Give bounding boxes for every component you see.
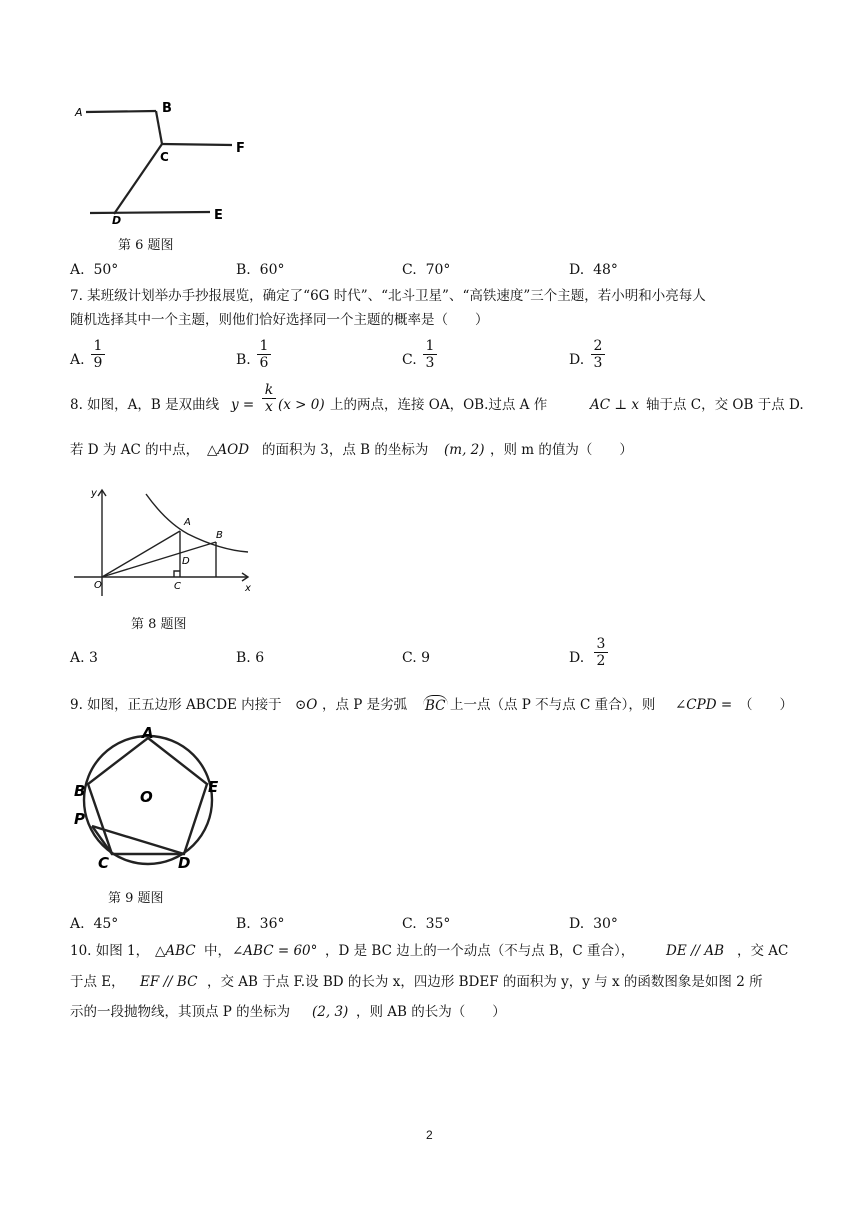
page-number: 2 (426, 1128, 433, 1142)
q9-caption: 第 9 题图 (108, 891, 164, 906)
q8-eq-y: y = (231, 397, 255, 413)
q6-option-c: C. 70° (402, 262, 451, 278)
q10-ef-parallel: EF // BC (140, 974, 198, 990)
q8-label-a: A (184, 517, 191, 528)
q8-line-2-c: ，则 m 的值为（ ） (490, 442, 633, 458)
q8-eq-condition: (x > 0) (278, 397, 325, 413)
q8-label-b: B (216, 530, 223, 541)
q10-line-1-c: ，D 是 BC 边上的一个动点（不与点 B，C 重合）， (325, 943, 635, 959)
q7-option-d-fraction: $\frac{2}{3}$ (591, 338, 605, 371)
q10-line-2-b: ，交 AB 于点 F.设 BD 的长为 x，四边形 BDEF 的面积为 y，y 与 x 的函数图象是如图 2 所 (207, 974, 763, 990)
q9-label-b: B (74, 782, 86, 800)
q8-option-d: D. (569, 650, 585, 666)
q7-line-2: 随机选择其中一个主题，则他们恰好选择同一个主题的概率是（ ） (70, 312, 489, 328)
q10-de-parallel: DE // AB (666, 943, 725, 959)
q9-label-a: A (142, 726, 154, 742)
q10-line-1-a: 10. 如图 1， (70, 943, 150, 959)
q9-option-b: B. 36° (236, 916, 285, 932)
q6-label-f: F (236, 141, 245, 156)
q9-post: 上一点（点 P 不与点 C 重合），则 (450, 697, 656, 713)
q9-option-d: D. 30° (569, 916, 618, 932)
q7-option-a: A. (70, 352, 85, 368)
q9-pre: 9. 如图，正五边形 ABCDE 内接于 (70, 697, 282, 713)
q6-label-b: B (162, 101, 172, 116)
q8-line-1-end: 轴于点 C，交 OB 于点 D. (646, 397, 804, 413)
q8-option-c: C. 9 (402, 650, 431, 666)
q9-label-p: P (74, 810, 85, 828)
q8-figure (70, 478, 270, 600)
q6-label-d: D (112, 214, 122, 227)
q8-line-1-post: 上的两点，连接 OA，OB.过点 A 作 (330, 397, 548, 413)
q6-figure (70, 92, 260, 230)
q10-triangle: △ABC (155, 943, 196, 959)
q10-line-1-d: ，交 AC (737, 943, 789, 959)
q10-line-3-a: 示的一段抛物线，其顶点 P 的坐标为 (70, 1004, 291, 1020)
q6-option-b: B. 60° (236, 262, 285, 278)
q8-label-d: D (182, 556, 190, 567)
q8-label-x: x (245, 583, 251, 594)
q9-figure (70, 726, 230, 876)
q9-mid: ，点 P 是劣弧 (322, 697, 408, 713)
q8-option-d-fraction: $\frac{3}{2}$ (594, 636, 608, 669)
q9-label-c: C (98, 854, 110, 872)
q6-option-a: A. 50° (70, 262, 119, 278)
q8-caption: 第 8 题图 (131, 617, 187, 632)
q6-caption: 第 6 题图 (118, 238, 174, 253)
q10-line-3-b: ，则 AB 的长为（ ） (356, 1004, 506, 1020)
q8-coordinate: (m, 2) (444, 442, 485, 458)
q6-label-a: A (75, 106, 83, 119)
q9-arc: BC (423, 695, 448, 716)
q9-angle: ∠CPD = (675, 697, 733, 713)
q8-line-2-b: 的面积为 3，点 B 的坐标为 (262, 442, 429, 458)
q8-line-2-a: 若 D 为 AC 的中点， (70, 442, 200, 458)
q8-option-b: B. 6 (236, 650, 265, 666)
q9-label-d: D (178, 854, 191, 872)
q10-angle: ∠ABC = 60° (232, 943, 318, 959)
q10-line-1-b: 中， (204, 943, 231, 959)
q9-option-a: A. 45° (70, 916, 119, 932)
q8-label-c: C (174, 581, 181, 592)
q7-option-b-fraction: $\frac{1}{6}$ (257, 338, 271, 371)
q7-option-a-fraction: $\frac{1}{9}$ (91, 338, 105, 371)
q9-label-e: E (208, 778, 219, 796)
q7-option-c: C. (402, 352, 417, 368)
q7-option-d: D. (569, 352, 585, 368)
q7-option-c-fraction: $\frac{1}{3}$ (423, 338, 437, 371)
q8-line-1-pre: 8. 如图，A，B 是双曲线 (70, 397, 220, 413)
q10-line-2-a: 于点 E， (70, 974, 125, 990)
q8-label-y: y (91, 488, 97, 499)
q9-option-c: C. 35° (402, 916, 451, 932)
q8-option-a: A. 3 (70, 650, 98, 666)
q8-triangle: △AOD (207, 442, 250, 458)
q7-line-1: 7. 某班级计划举办手抄报展览，确定了“6G 时代”、“北斗卫星”、“高铁速度”三个主题，若小明和小亮每人 (70, 288, 706, 304)
q10-vertex-coordinate: (2, 3) (312, 1004, 349, 1020)
q9-label-o: O (140, 788, 153, 806)
q6-label-c: C (160, 150, 169, 164)
q6-option-d: D. 48° (569, 262, 618, 278)
q9-circle-symbol: ⊙O (295, 697, 318, 713)
q9-end: （ ） (739, 697, 793, 713)
q8-label-o: O (94, 580, 102, 591)
q8-perp: AC ⊥ x (590, 397, 639, 413)
q6-label-e: E (214, 208, 223, 223)
q8-eq-fraction: $\frac{k}{x}$ (262, 382, 276, 415)
q7-option-b: B. (236, 352, 251, 368)
